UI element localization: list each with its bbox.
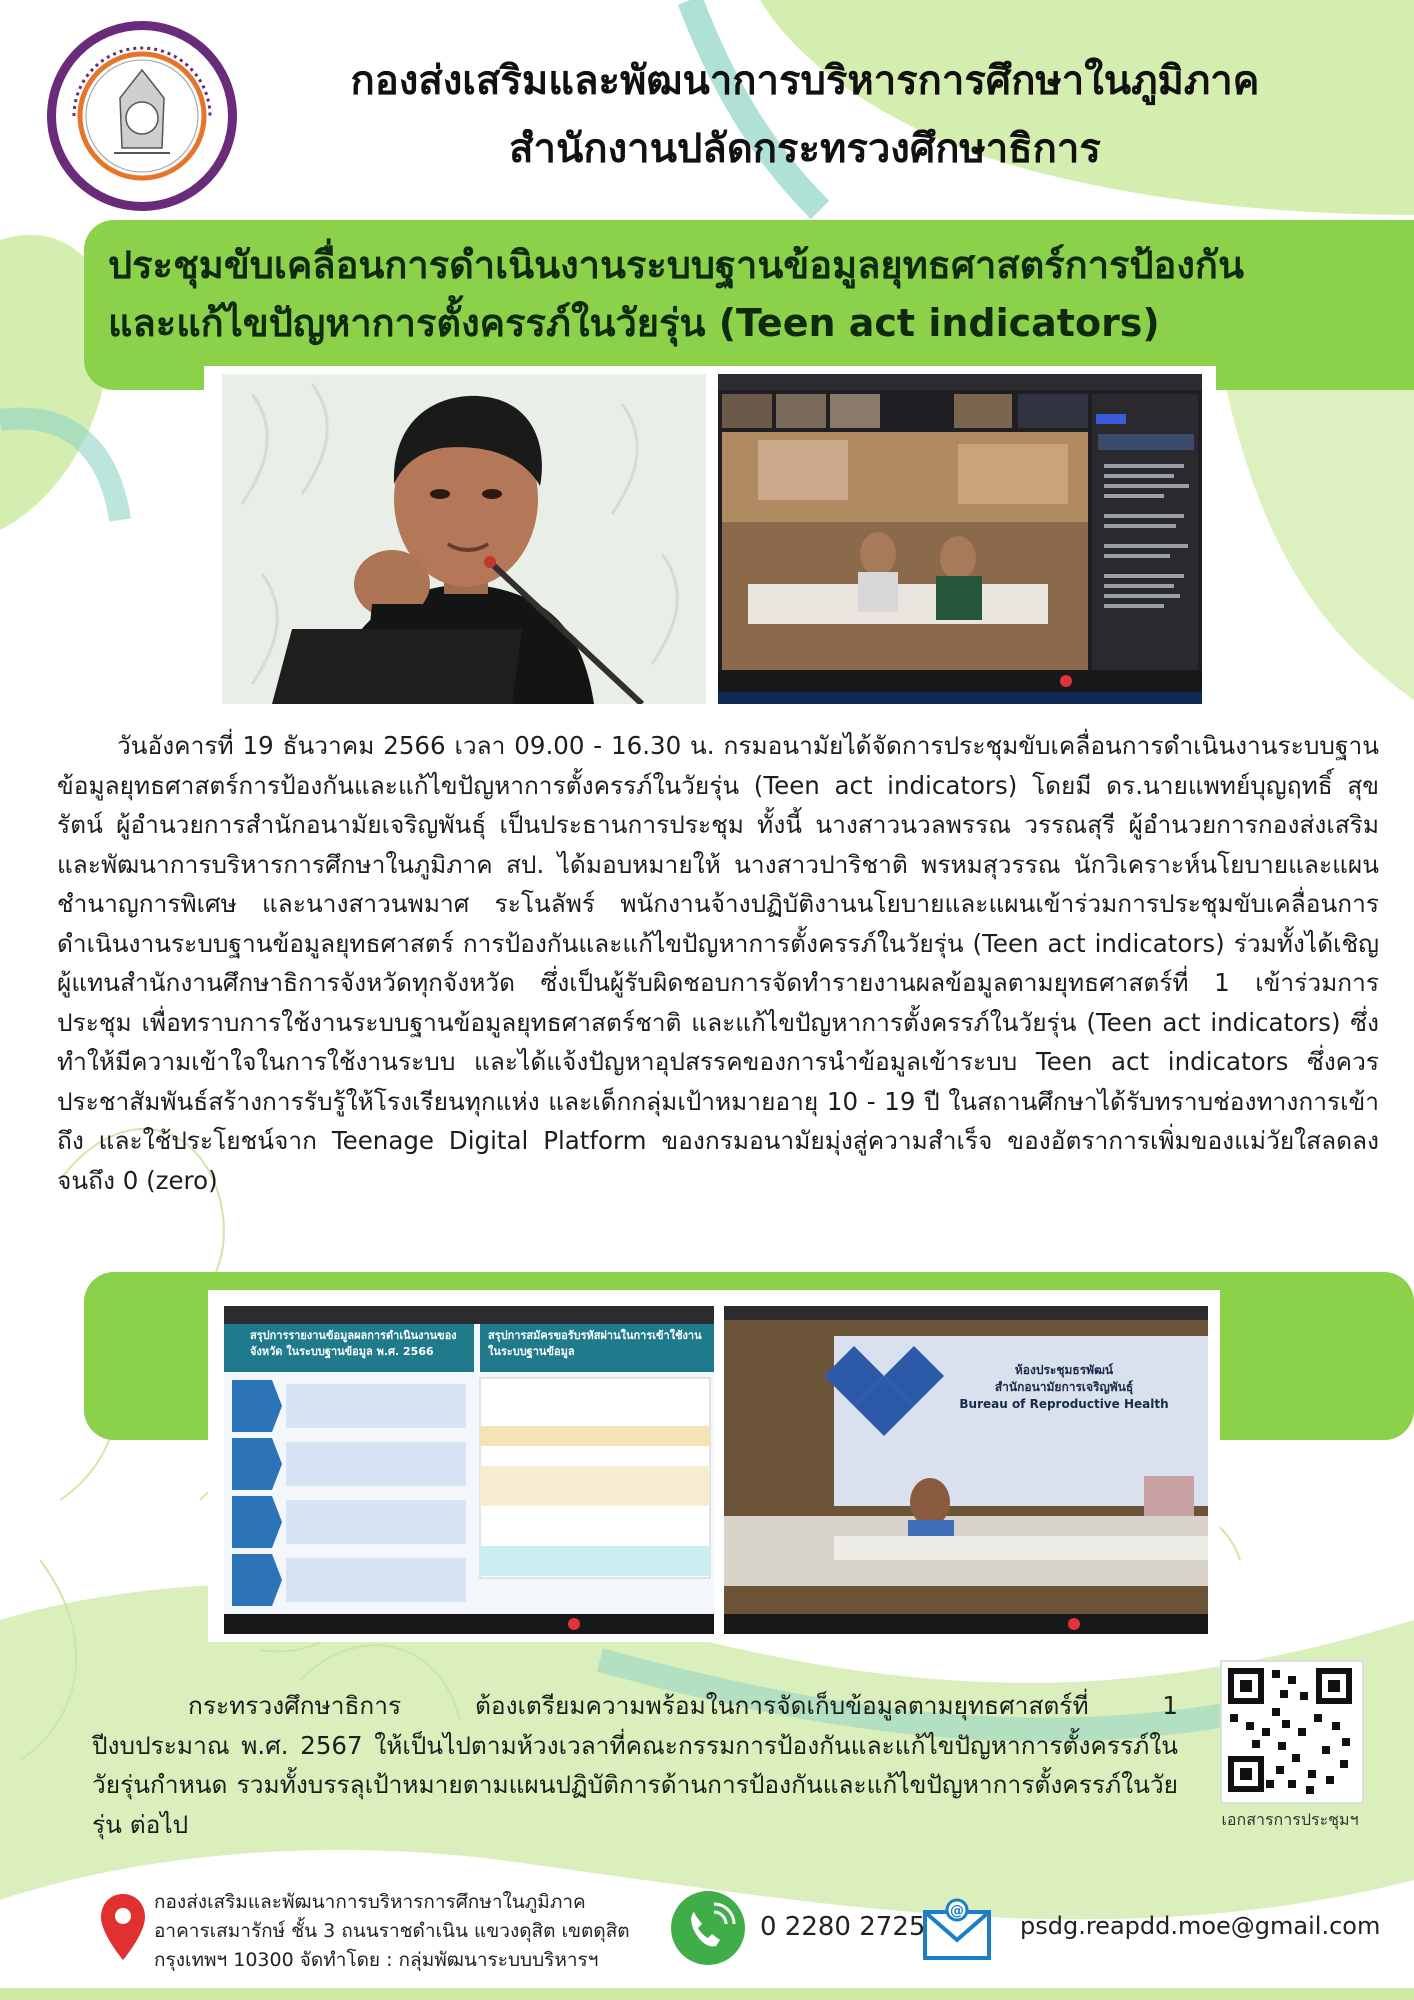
qr-caption: เอกสารการประชุมฯ [1221,1810,1359,1829]
location-pin-icon [98,1892,148,1962]
speaker-photo [222,374,706,704]
email-address[interactable]: psdg.reapdd.moe@gmail.com [1020,1912,1381,1940]
address-line1: กองส่งเสริมและพัฒนาการบริหารการศึกษาในภูมิภาค [154,1891,586,1913]
header-title-line1: กองส่งเสริมและพัฒนาการบริหารการศึกษาในภูมิภาค [350,58,1260,104]
article-body [57,726,1379,1200]
email-icon [922,1896,992,1962]
video-meeting-screenshot [718,374,1202,704]
headline-line2: และแก้ไขปัญหาการตั้งครรภ์ในวัยรุ่น (Teen act indicators) [108,301,1160,345]
phone-number[interactable]: 0 2280 2725 [760,1912,926,1942]
slide-left-title: สรุปการรายงานข้อมูลผลการดำเนินงานของจังหวัด ในระบบฐานข้อมูล พ.ศ. 2566 [250,1329,457,1358]
meeting-room-photo [724,1306,1208,1634]
address-line3: กรุงเทพฯ 10300 จัดทำโดย : กลุ่มพัฒนาระบบบริหารฯ [154,1949,599,1971]
qr-code[interactable] [1220,1660,1364,1804]
conclusion-paragraph: กระทรวงศึกษาธิการ ต้องเตรียมความพร้อมในการจัดเก็บข้อมูลตามยุทธศาสตร์ที่ 1 ปีงบประมาณ พ.ศ. 2567 ให้เป็นไปตามห้วงเวลาที่คณะกรรมการป้องกันและแก้ไขปัญหาการตั้งครรภ์ในวัยรุ่นกำหนด รวมทั้งบรรลุเป้าหมายตามแผนปฏิบัติการด้านการป้องกันและแก้ไขปัญหาการตั้งครรภ์ในวัยรุ่น ต่อไป [92,1691,1178,1839]
header-title-line2: สำนักงานปลัดกระทรวงศึกษาธิการ [509,126,1101,172]
phone-icon [670,1890,746,1966]
qr-code-pattern [1222,1662,1358,1798]
headline-line1: ประชุมขับเคลื่อนการดำเนินงานระบบฐานข้อมูลยุทธศาสตร์การป้องกัน [108,243,1244,287]
ministry-logo [44,18,240,214]
slide-right-title: สรุปการสมัครขอรับรหัสผ่านในการเข้าใช้งาน ในระบบฐานข้อมูล [488,1329,702,1358]
slides-screenshot [224,1306,714,1634]
room-sign: ห้องประชุมธรพัฒน์ สำนักอนามัยการเจริญพันธุ์ Bureau of Reproductive Health [959,1363,1169,1411]
conclusion-body [92,1686,1178,1844]
article-paragraph: วันอังคารที่ 19 ธันวาคม 2566 เวลา 09.00 - 16.30 น. กรมอนามัยได้จัดการประชุมขับเคลื่อนการดำเนินงานระบบฐานข้อมูลยุทธศาสตร์การป้องกันและแก้ไขปัญหาการตั้งครรภ์ในวัยรุ่น (Teen act indicators) โดยมี ดร.นายแพทย์บุญฤทธิ์ สุขรัตน์ ผู้อำนวยการสำนักอนามัยเจริญพันธุ์ เป็นประธานการประชุม ทั้งนี้ นางสาวนวลพรรณ วรรณสุรี ผู้อำนวยการกองส่งเสริมและพัฒนาการบริหารการศึกษาในภูมิภาค สป. ได้มอบหมายให้ นางสาวปาริชาติ พรหมสุวรรณ นักวิเคราะห์นโยบายและแผนชำนาญการพิเศษ และนางสาวนพมาศ ระโนลัพร์ พนักงานจ้างปฏิบัติงานนโยบายและแผนเข้าร่วมการประชุมขับเคลื่อนการดำเนินงานระบบฐานข้อมูลยุทธศาสตร์ การป้องกันและแก้ไขปัญหาการตั้งครรภ์ในวัยรุ่น (Teen act indicators) ร่วมทั้งได้เชิญผู้แทนสำนักงานศึกษาธิการจังหวัดทุกจังหวัด ซึ่งเป็นผู้รับผิดชอบการจัดทำรายงานผลข้อมูลตามยุทธศาสตร์ที่ 1 เข้าร่วมการประชุม เพื่อทราบการใช้งานระบบฐานข้อมูลยุทธศาสตร์ชาติ และแก้ไขปัญหาการตั้งครรภ์ในวัยรุ่น (Teen act indicators) ซึ่งทำให้มีความเข้าใจในการใช้งานระบบ และได้แจ้งปัญหาอุปสรรคของการนำข้อมูลเข้าระบบ Teen act indicators ซึ่งควรประชาสัมพันธ์สร้างการรับรู้ให้โรงเรียนทุกแห่ง และเด็กกลุ่มเป้าหมายอายุ 10 - 19 ปี ในสถานศึกษาได้รับทราบช่องทางการเข้าถึง และใช้ประโยชน์จาก Teenage Digital Platform ของกรมอนามัยมุ่งสู่ความสำเร็จ ของอัตราการเพิ่มของแม่วัยใสลดลงจนถึง 0 (zero) [57,731,1379,1195]
headline [108,236,1398,352]
svg-text:@: @ [950,1903,964,1919]
footer-address [154,1888,694,1975]
address-line2: อาคารเสมารักษ์ ชั้น 3 ถนนราชดำเนิน แขวงดุสิต เขตดุสิต [154,1920,630,1942]
